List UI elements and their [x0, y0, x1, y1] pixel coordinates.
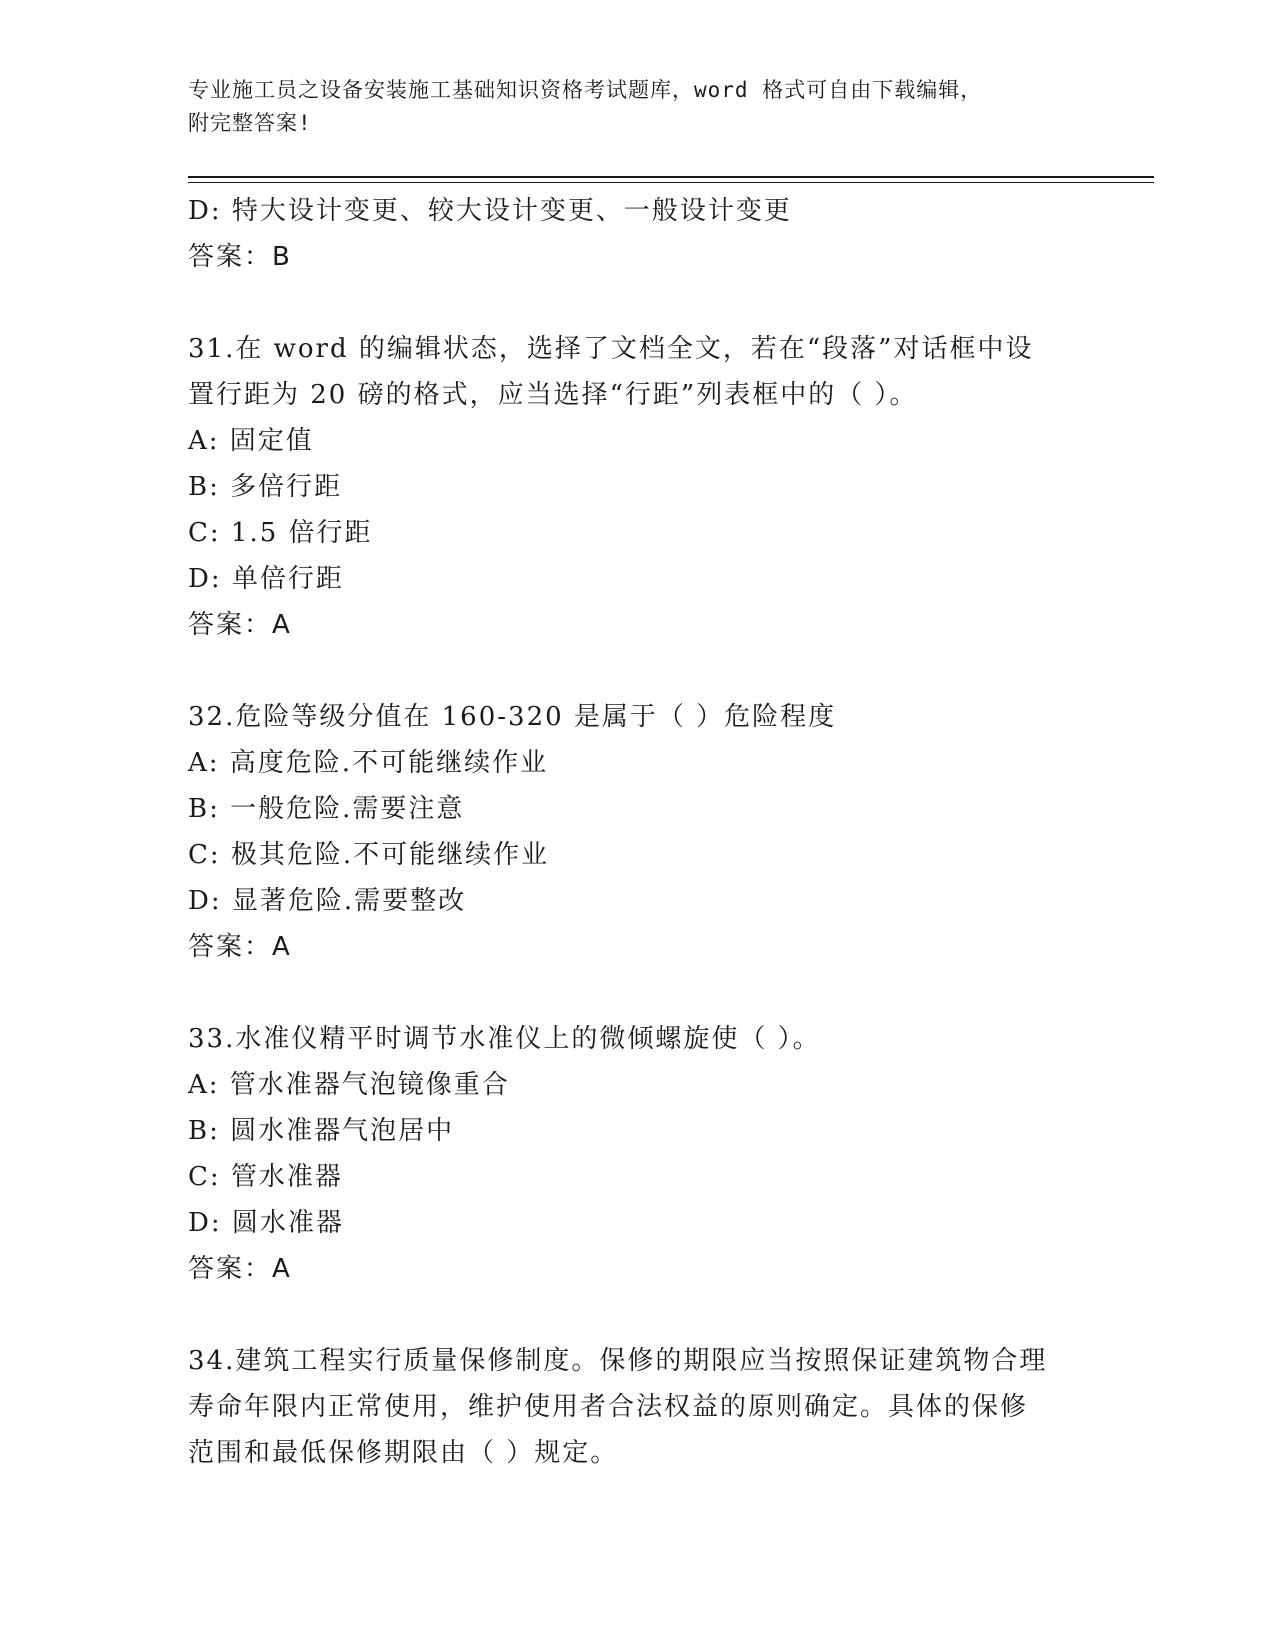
question-stem: 范围和最低保修期限由（ ）规定。 [188, 1438, 619, 1468]
option-d: D: 显著危险.需要整改 [188, 886, 467, 916]
option-c: C: 1.5 倍行距 [188, 518, 373, 548]
document-header [188, 74, 1088, 140]
question-31 [188, 326, 1088, 648]
question-32 [188, 694, 1088, 970]
header-divider-thin [188, 182, 1154, 183]
spacer [188, 648, 1088, 694]
option-c: C: 管水准器 [188, 1162, 343, 1192]
option-a: A: 固定值 [188, 426, 314, 456]
option-d: D: 圆水准器 [188, 1208, 344, 1238]
header-divider-thick [188, 176, 1154, 178]
option-b: B: 多倍行距 [188, 472, 343, 502]
question-stem: 34.建筑工程实行质量保修制度。保修的期限应当按照保证建筑物合理 [188, 1346, 1048, 1376]
option-a: A: 高度危险.不可能继续作业 [188, 748, 549, 778]
question-stem: 32.危险等级分值在 160-320 是属于（ ）危险程度 [188, 702, 837, 732]
question-stem: 33.水准仪精平时调节水准仪上的微倾螺旋使（ ）。 [188, 1024, 821, 1054]
answer-line: 答案：B [188, 242, 292, 272]
previous-question-tail [188, 188, 1088, 280]
answer-line: 答案：A [188, 1254, 292, 1284]
document-body [188, 188, 1088, 1476]
header-line-1: 专业施工员之设备安装施工基础知识资格考试题库，word 格式可自由下载编辑， [188, 78, 983, 102]
answer-line: 答案：A [188, 610, 292, 640]
option-a: A: 管水准器气泡镜像重合 [188, 1070, 510, 1100]
question-stem: 31.在 word 的编辑状态，选择了文档全文，若在“段落”对话框中设 [188, 334, 1034, 364]
option-b: B: 圆水准器气泡居中 [188, 1116, 455, 1146]
answer-line: 答案：A [188, 932, 292, 962]
option-d: D: 单倍行距 [188, 564, 344, 594]
spacer [188, 1292, 1088, 1338]
question-stem: 寿命年限内正常使用，维护使用者合法权益的原则确定。具体的保修 [188, 1392, 1029, 1422]
option-c: C: 极其危险.不可能继续作业 [188, 840, 550, 870]
spacer [188, 280, 1088, 326]
option-b: B: 一般危险.需要注意 [188, 794, 465, 824]
option-d: D: 特大设计变更、较大设计变更、一般设计变更 [188, 196, 792, 226]
header-line-2: 附完整答案! [188, 111, 312, 135]
question-stem: 置行距为 20 磅的格式，应当选择“行距”列表框中的（ ）。 [188, 380, 918, 410]
spacer [188, 970, 1088, 1016]
question-33 [188, 1016, 1088, 1292]
question-34 [188, 1338, 1088, 1476]
